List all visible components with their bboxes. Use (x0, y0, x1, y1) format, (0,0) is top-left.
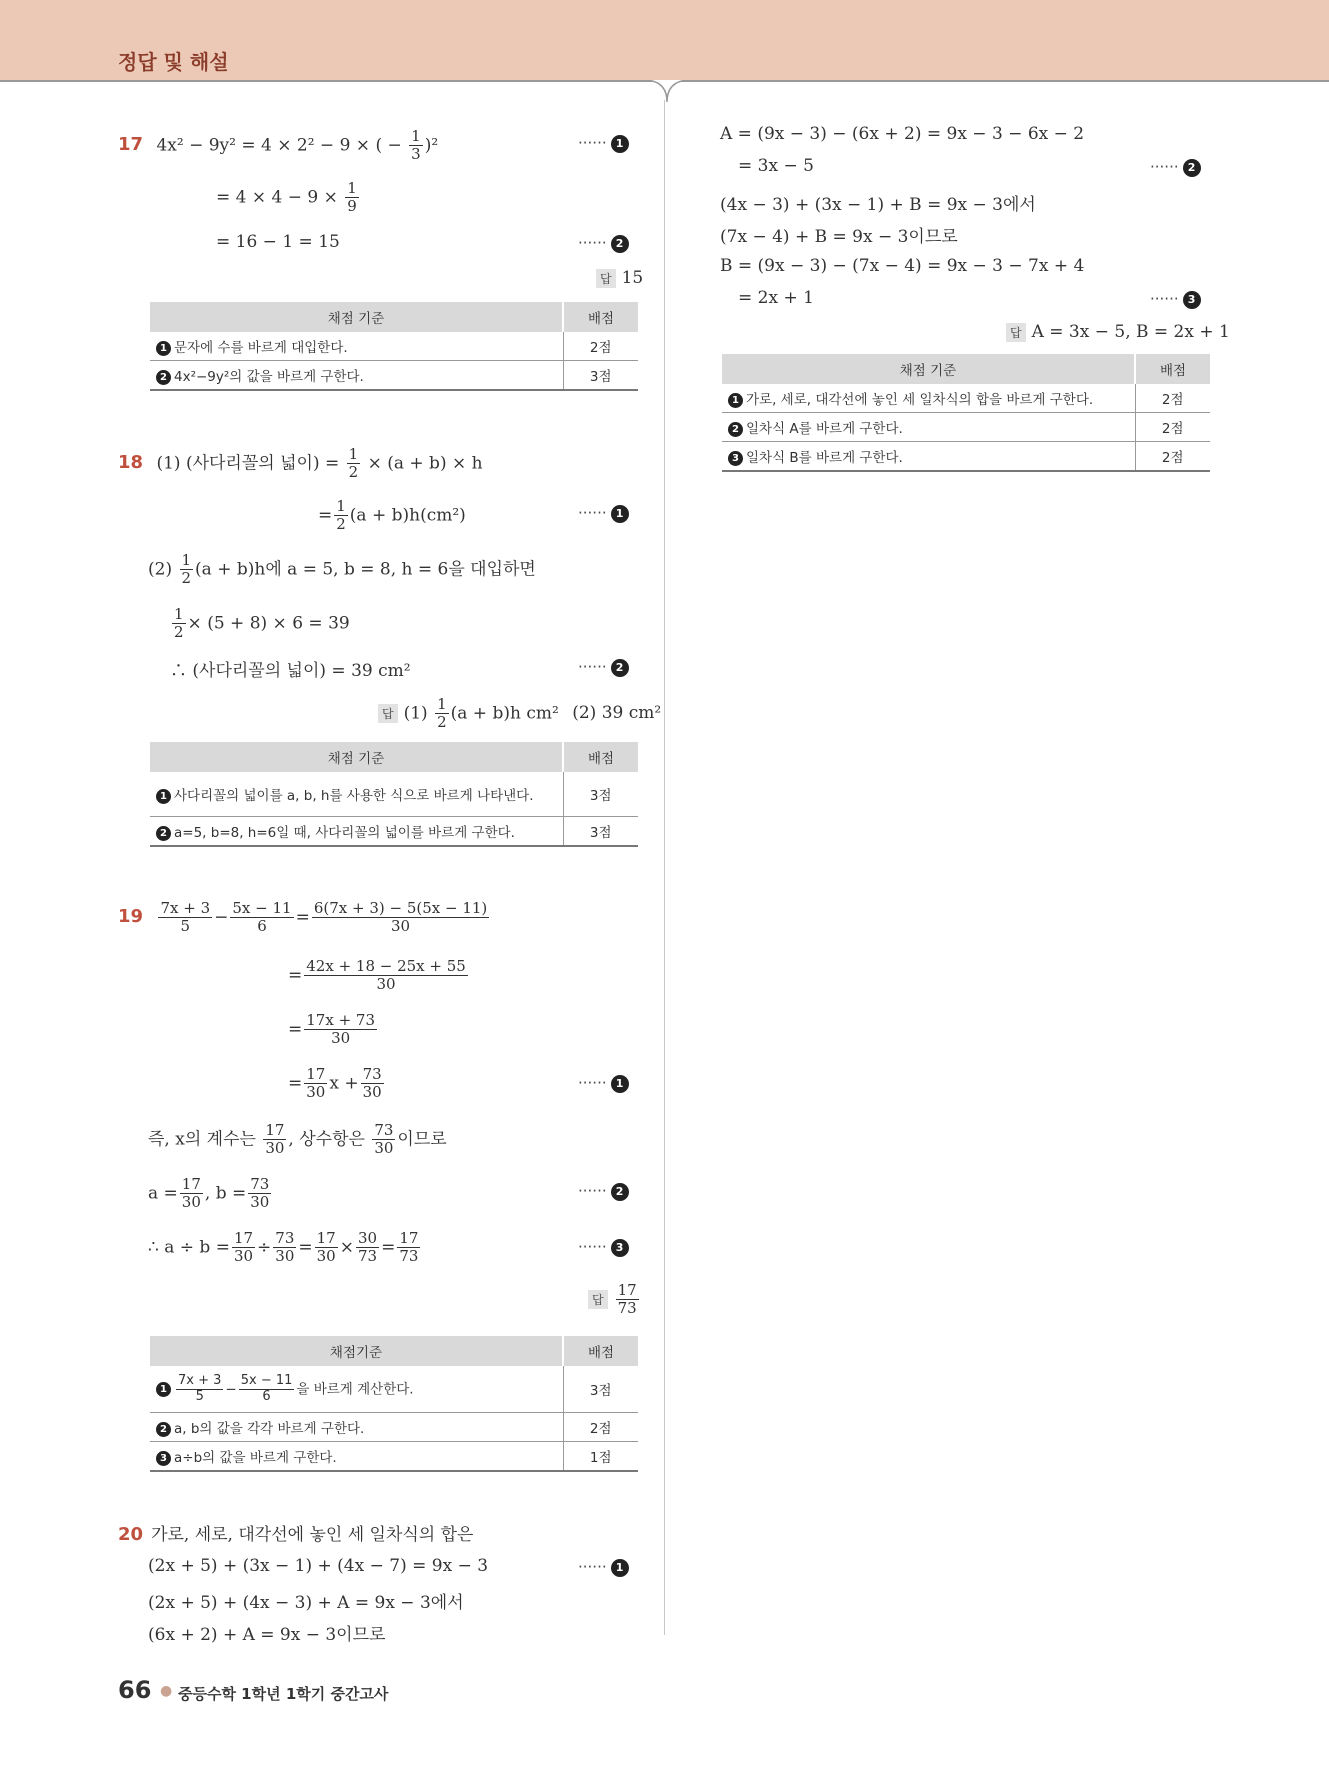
fraction: $\frac{1}{3}$ (411, 127, 421, 164)
p20-right-line5: B = (9x − 3) − (7x − 4) = 9x − 3 − 7x + 4 (720, 256, 1085, 276)
table-row: 3 일차식 B를 바르게 구한다. 2점 (722, 442, 1210, 472)
page-header (0, 0, 1329, 82)
p20-answer: 답 A = 3x − 5, B = 2x + 1 (1006, 322, 1230, 342)
p19-line6: a = $\frac{17}{30}$ , b = $\frac{73}{30}$ (148, 1175, 270, 1212)
step-marker-3: ······ 3 (578, 1238, 629, 1257)
p20-right-line6: = 2x + 1 (738, 288, 814, 308)
p17-line2: = 4 × 4 − 9 × $\frac{1}{9}$ (216, 179, 357, 216)
problem-number: 17 (118, 134, 144, 156)
p18-line1: 18 (1) (사다리꼴의 넓이) = $\frac{1}{2}$ × (a + b) × h (118, 445, 483, 482)
footer-bullet: ● (160, 1683, 173, 1699)
table-row: 2 일차식 A를 바르게 구한다. 2점 (722, 413, 1210, 442)
step-marker-2: ······ 2 (578, 1182, 629, 1201)
table-row: 2 a, b의 값을 각각 바르게 구한다. 2점 (150, 1413, 638, 1442)
table-row: 1 $\frac{7x + 3}{5}$ − $\frac{5x - 11}{6}$ 을 바르게 계산한다. 3점 (150, 1366, 638, 1413)
p19-line4: = $\frac{17}{30}$ x + $\frac{73}{30}$ (288, 1065, 382, 1102)
p18-line3: (2) $\frac{1}{2}$ (a + b)h에 a = 5, b = 8, h = 6을 대입하면 (148, 551, 536, 588)
step-marker-2: ······ 2 (578, 234, 629, 253)
step-marker-3: ······ 3 (1150, 290, 1201, 309)
step-marker-1: ······ 1 (578, 134, 629, 153)
p18-line2: = $\frac{1}{2}$ (a + b)h(cm²) (318, 497, 466, 534)
p19-line2: = $\frac{42x + 18 - 25x + 55}{30}$ (288, 957, 466, 994)
book-title: 중등수학 1학년 1학기 중간고사 (178, 1685, 389, 1703)
p17-scoring-table: 채점 기준 배점 1 문자에 수를 바르게 대입한다. 2점 2 4x²−9y²의 값을 바르게 구한다. 3점 (150, 302, 638, 391)
p19-line5: 즉, x의 계수는 $\frac{17}{30}$ , 상수항은 $\frac{73}{30}$ 이므로 (148, 1121, 447, 1158)
page-number: 66 (118, 1676, 152, 1704)
p18-line4: $\frac{1}{2}$ × (5 + 8) × 6 = 39 (174, 605, 350, 642)
step-marker-1: ······ 1 (578, 1074, 629, 1093)
p20-right-line1: A = (9x − 3) − (6x + 2) = 9x − 3 − 6x − 2 (720, 124, 1085, 144)
table-row: 1 사다리꼴의 넓이를 a, b, h를 사용한 식으로 바르게 나타낸다. 3점 (150, 772, 638, 817)
p18-line5: ∴ (사다리꼴의 넓이) = 39 cm² (170, 661, 411, 681)
table-row: 1 가로, 세로, 대각선에 놓인 세 일차식의 합을 바르게 구한다. 2점 (722, 384, 1210, 413)
p20-line3: (2x + 5) + (4x − 3) + A = 9x − 3에서 (148, 1593, 464, 1613)
fraction: $\frac{1}{2}$ (181, 551, 192, 588)
fraction: $\frac{1}{2}$ (336, 497, 346, 534)
p17-line3: = 16 − 1 = 15 (216, 232, 340, 252)
p17-line1: 17 4x² − 9y² = 4 × 2² − 9 × ( − $\frac{1}{3}$ )² (118, 127, 439, 164)
table-row: 3 a÷b의 값을 바르게 구한다. 1점 (150, 1442, 638, 1472)
step-marker-2: ······ 2 (578, 658, 629, 677)
p20-line2: (2x + 5) + (3x − 1) + (4x − 7) = 9x − 3 (148, 1556, 489, 1576)
p20-right-line3: (4x − 3) + (3x − 1) + B = 9x − 3에서 (720, 195, 1036, 215)
p19-line3: = $\frac{17x + 73}{30}$ (288, 1011, 375, 1048)
fraction: $\frac{1}{9}$ (347, 179, 357, 216)
fraction: $\frac{1}{2}$ (174, 605, 184, 642)
p19-answer: 답 $\frac{17}{73}$ (588, 1282, 641, 1318)
p20-scoring-table: 채점 기준 배점 1 가로, 세로, 대각선에 놓인 세 일차식의 합을 바르게 구한다. 2점 2 일차식 A를 바르게 구한다. 2점 3 일차식 B를 바르게 구한다. 2점 (722, 354, 1210, 472)
p19-line7: ∴ a ÷ b = $\frac{17}{30}$ ÷ $\frac{73}{30}$ = $\frac{17}{30}$ × $\frac{30}{73}$ = $\frac{17}{73}$ (148, 1229, 419, 1266)
fraction: $\frac{1}{2}$ (437, 695, 447, 732)
column-notch (647, 80, 687, 102)
p17-answer: 답 15 (596, 268, 643, 288)
section-title: 정답 및 해설 (118, 50, 229, 74)
fraction: $\frac{1}{2}$ (348, 445, 359, 482)
p18-scoring-table: 채점 기준 배점 1 사다리꼴의 넓이를 a, b, h를 사용한 식으로 바르게 나타낸다. 3점 2 a=5, b=8, h=6일 때, 사다리꼴의 넓이를 바르게 구한다. 3점 (150, 742, 638, 847)
p18-answer: 답 (1) $\frac{1}{2}$ (a + b)h cm² (2) 39 cm² (378, 696, 661, 732)
step-marker-2: ······ 2 (1150, 158, 1201, 177)
column-divider (664, 100, 665, 1635)
p20-right-line4: (7x − 4) + B = 9x − 3이므로 (720, 227, 958, 247)
table-row: 2 4x²−9y²의 값을 바르게 구한다. 3점 (150, 361, 638, 391)
p20-line1: 20 가로, 세로, 대각선에 놓인 세 일차식의 합은 (118, 1524, 474, 1545)
table-row: 1 문자에 수를 바르게 대입한다. 2점 (150, 332, 638, 361)
table-row: 2 a=5, b=8, h=6일 때, 사다리꼴의 넓이를 바르게 구한다. 3점 (150, 817, 638, 847)
step-marker-1: ······ 1 (578, 504, 629, 523)
p20-line4: (6x + 2) + A = 9x − 3이므로 (148, 1625, 386, 1645)
p20-right-line2: = 3x − 5 (738, 156, 814, 176)
step-marker-1: ······ 1 (578, 1558, 629, 1577)
p19-scoring-table: 채점기준 배점 1 $\frac{7x + 3}{5}$ − $\frac{5x - 11}{6}$ 을 바르게 계산한다. 3점 2 a, b의 값을 각각 바르게 구한다. 2점 3 a÷b의 값을 바르게 구한다. 1점 (150, 1336, 638, 1472)
p19-line1: 19 $\frac{7x + 3}{5}$ − $\frac{5x - 11}{6}$ = $\frac{6(7x + 3) - 5(5x - 11)}{30}$ (118, 899, 488, 936)
